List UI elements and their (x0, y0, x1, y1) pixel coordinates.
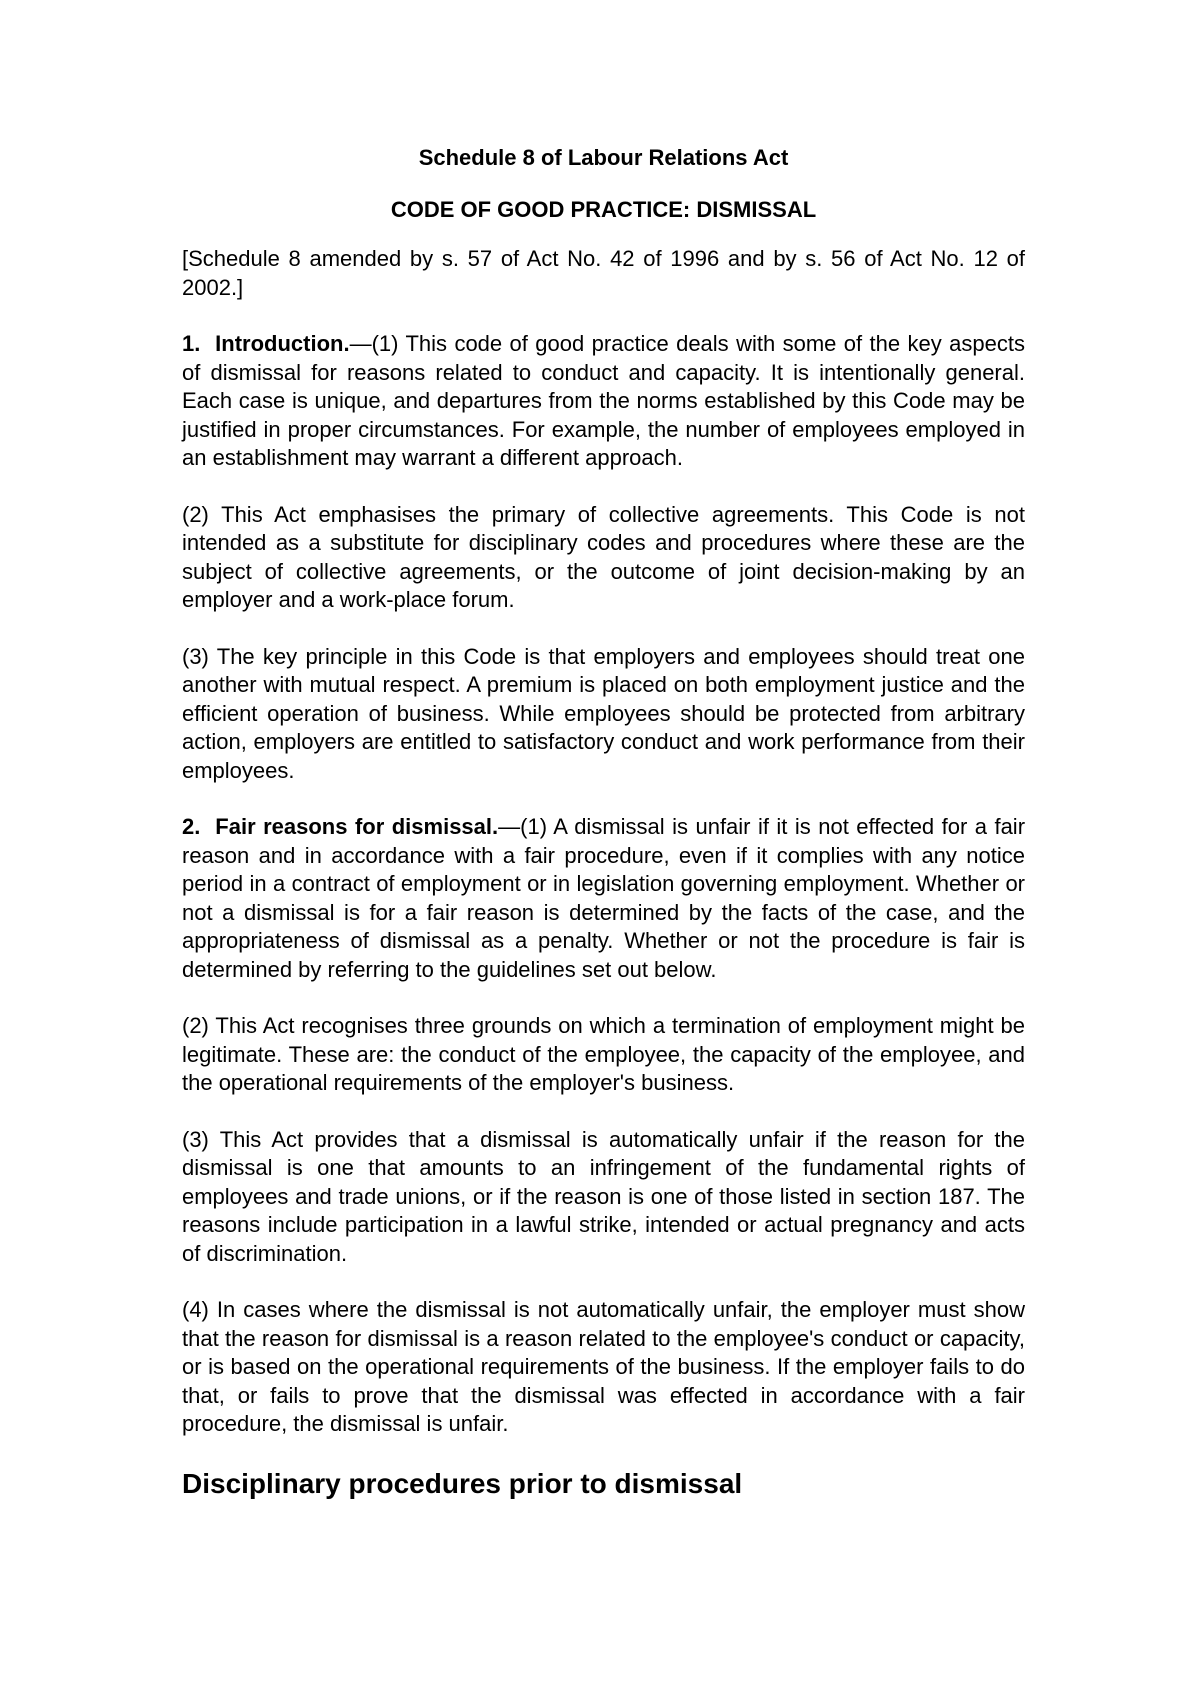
section-1-paragraph-3: (3) The key principle in this Code is that employers and employees should treat one another with mutual respect. A premium is placed on both employment justice and the efficient operation of business. While employees should be protected from arbitrary action, employers are entitled to satisfactory conduct and work performance from their employees. (182, 643, 1025, 783)
section-1-heading (182, 331, 350, 356)
section-2-paragraph-1 (182, 813, 1025, 984)
document-subtitle: CODE OF GOOD PRACTICE: DISMISSAL (390, 197, 817, 222)
section-2-paragraph-4: (4) In cases where the dismissal is not automatically unfair, the employer must show that the reason for dismissal is a reason related to the employee's conduct or capacity, or is based on the operational requirements of the business. If the employer fails to do that, or fails to prove that the dismissal was effected in accordance with a fair procedure, the dismissal is unfair. (182, 1297, 1025, 1436)
section-1-number: 1. (182, 331, 201, 356)
section-2-paragraph-3: (3) This Act provides that a dismissal is automatically unfair if the reason for the dismissal is one that amounts to an infringement of the fundamental rights of employees and trade unions, or if the reason is one of those listed in section 187. The reasons include participation in a lawful strike, intended or actual pregnancy and acts of discrimination. (182, 1126, 1025, 1266)
section-2-heading (182, 814, 498, 839)
section-1-paragraph-1 (182, 330, 1025, 473)
section-2-number: 2. (182, 814, 201, 839)
amendment-note: [Schedule 8 amended by s. 57 of Act No. 42 of 1996 and by s. 56 of Act No. 12 of 2002.] (182, 246, 1025, 300)
section-2-title: Fair reasons for dismissal. (215, 814, 499, 839)
next-section-heading: Disciplinary procedures prior to dismissal (182, 1467, 743, 1499)
section-1-title: Introduction. (215, 331, 350, 356)
document-page (182, 144, 1025, 1501)
document-title: Schedule 8 of Labour Relations Act (418, 145, 789, 170)
section-1-paragraph-1-text: —(1) This code of good practice deals with some of the key aspects of dismissal for reasons related to conduct and capacity. It is intentionally general. Each case is unique, and departures from the norms established by this Code may be justified in proper circumstances. For example, the number of employees employed in an establishment may warrant a different approach. (182, 331, 1025, 470)
section-2-paragraph-1-text: —(1) A dismissal is unfair if it is not effected for a fair reason and in accordance with a fair procedure, even if it complies with any notice period in a contract of employment or in legislation governing employment. Whether or not a dismissal is for a fair reason is determined by the facts of the case, and the appropriateness of dismissal as a penalty. Whether or not the procedure is fair is determined by referring to the guidelines set out below. (182, 814, 1026, 982)
section-2-paragraph-2: (2) This Act recognises three grounds on which a termination of employment might be legitimate. These are: the conduct of the employee, the capacity of the employee, and the operational requirements of the employer's business. (182, 1013, 1025, 1095)
section-1-paragraph-2: (2) This Act emphasises the primary of collective agreements. This Code is not intended as a substitute for disciplinary codes and procedures where these are the subject of collective agreements, or the outcome of joint decision-making by an employer and a work-place forum. (182, 501, 1025, 612)
